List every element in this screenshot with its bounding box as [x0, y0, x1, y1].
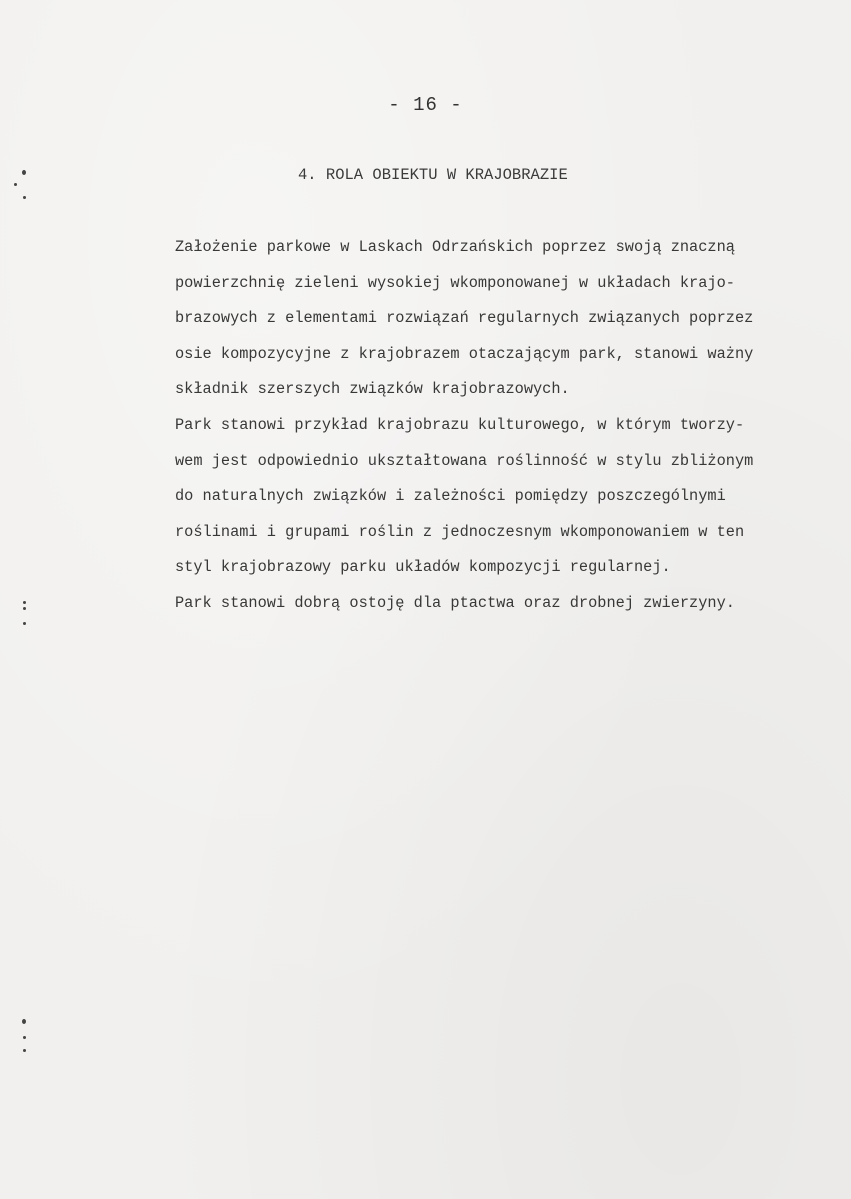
body-paragraph	[175, 230, 835, 622]
text-line: Park stanowi dobrą ostoję dla ptactwa oraz drobnej zwierzyny.	[175, 593, 735, 612]
text-line: brazowych z elementami rozwiązań regularnych związanych poprzez	[175, 309, 754, 328]
text-line: powierzchnię zieleni wysokiej wkomponowanej w układach krajo-	[175, 273, 735, 292]
text-line: roślinami i grupami roślin z jednoczesnym wkomponowaniem w ten	[175, 522, 745, 541]
punch-mark	[23, 601, 26, 604]
text-line: składnik szerszych związków krajobrazowych.	[175, 380, 570, 399]
text-line: osie kompozycyjne z krajobrazem otaczającym park, stanowi ważny	[175, 344, 754, 363]
punch-mark	[23, 196, 26, 199]
punch-mark	[14, 183, 17, 186]
section-heading: 4. ROLA OBIEKTU W KRAJOBRAZIE	[298, 166, 568, 184]
text-line: Park stanowi przykład krajobrazu kulturowego, w którym tworzy-	[175, 415, 745, 434]
page-number: - 16 -	[388, 94, 463, 116]
text-line: do naturalnych związków i zależności pomiędzy poszczególnymi	[175, 487, 726, 506]
punch-mark	[22, 1019, 26, 1024]
punch-mark	[23, 607, 26, 610]
punch-mark	[22, 170, 26, 175]
text-line: styl krajobrazowy parku układów kompozycji regularnej.	[175, 558, 671, 577]
text-line: Założenie parkowe w Laskach Odrzańskich poprzez swoją znaczną	[175, 238, 735, 256]
punch-mark	[23, 622, 26, 625]
punch-mark	[23, 1049, 26, 1052]
punch-mark	[23, 1036, 26, 1039]
text-line: wem jest odpowiednio ukształtowana roślinność w stylu zbliżonym	[175, 451, 754, 470]
